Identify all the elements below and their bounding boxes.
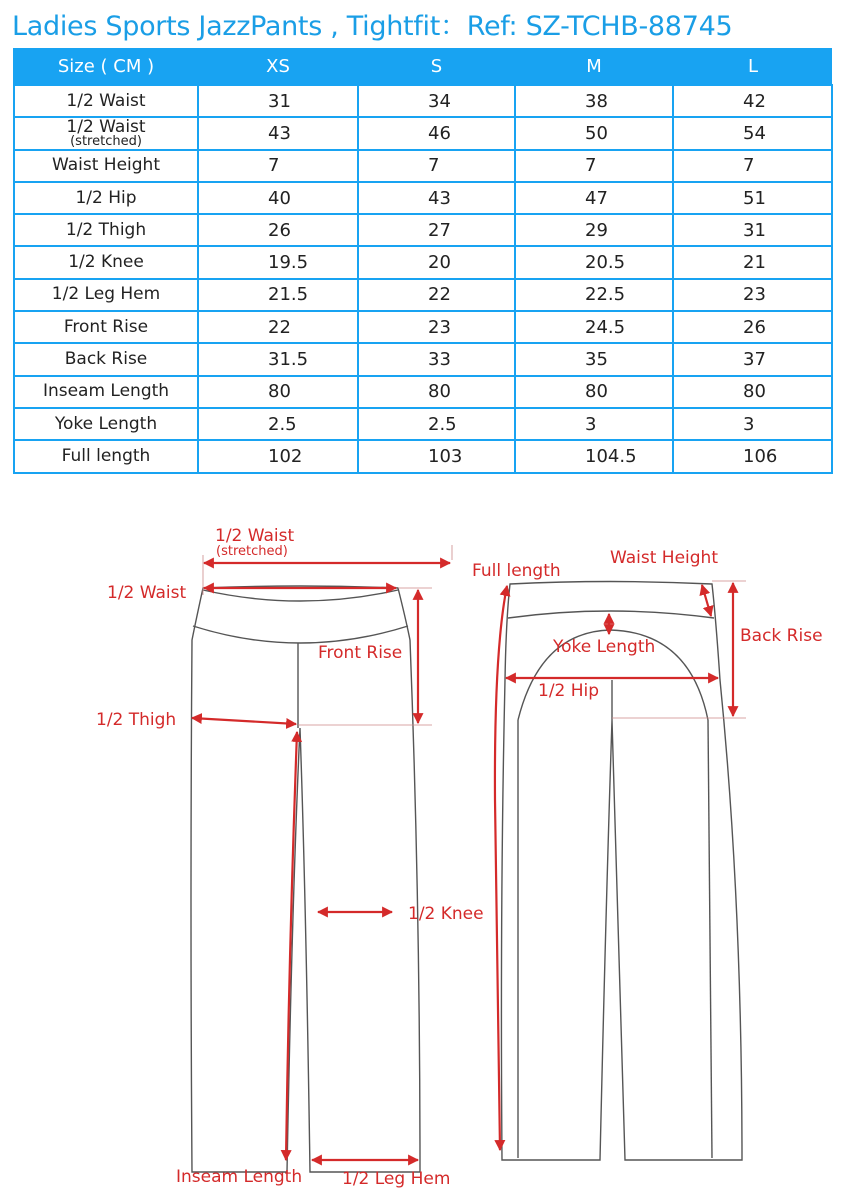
label-thigh: 1/2 Thigh: [96, 710, 177, 730]
cell-value: 51: [673, 182, 832, 214]
row-label-text: Yoke Length: [54, 413, 158, 434]
cell-value: 80: [673, 376, 832, 408]
cell-value: 2.5: [358, 408, 515, 440]
cell-value: 47: [515, 182, 673, 214]
row-label-text: 1/2 Waist: [66, 117, 146, 138]
cell-value: 103: [358, 440, 515, 472]
cell-value: 80: [358, 376, 515, 408]
cell-value: 7: [515, 150, 673, 182]
cell-value: 43: [358, 182, 515, 214]
cell-value: 40: [198, 182, 358, 214]
label-hip: 1/2 Hip: [538, 681, 600, 701]
cell-value: 26: [198, 214, 358, 246]
label-leg-hem: 1/2 Leg Hem: [342, 1169, 451, 1188]
cell-value: 31.5: [198, 343, 358, 375]
cell-value: 24.5: [515, 311, 673, 343]
header-size-s: S: [358, 48, 515, 85]
label-yoke-length: Yoke Length: [553, 637, 656, 657]
cell-value: 22: [358, 279, 515, 311]
row-label-text: Waist Height: [52, 155, 160, 176]
row-label-text: Inseam Length: [42, 381, 170, 402]
cell-value: 80: [198, 376, 358, 408]
label-stretched: (stretched): [216, 544, 288, 559]
front-view-pants: [191, 586, 420, 1172]
cell-value: 38: [515, 85, 673, 117]
label-waist-stretched: 1/2 Waist: [215, 526, 295, 546]
cell-value: 42: [673, 85, 832, 117]
label-inseam: Inseam Length: [176, 1167, 303, 1187]
header-size-m: M: [515, 48, 673, 85]
row-label-text: Front Rise: [63, 316, 149, 337]
cell-value: 31: [673, 214, 832, 246]
label-full-length: Full length: [472, 561, 561, 581]
row-label-text: 1/2 Knee: [68, 252, 144, 273]
cell-value: 22: [198, 311, 358, 343]
label-waist: 1/2 Waist: [107, 583, 187, 603]
cell-value: 37: [673, 343, 832, 375]
cell-value: 3: [515, 408, 673, 440]
cell-value: 23: [673, 279, 832, 311]
cell-value: 20: [358, 246, 515, 278]
cell-value: 34: [358, 85, 515, 117]
row-label-text: 1/2 Waist: [66, 90, 146, 111]
cell-value: 19.5: [198, 246, 358, 278]
cell-value: 46: [358, 117, 515, 149]
header-size: Size ( CM ): [14, 48, 198, 85]
cell-value: 2.5: [198, 408, 358, 440]
cell-value: 20.5: [515, 246, 673, 278]
row-label-text: 1/2 Thigh: [65, 219, 147, 240]
cell-value: 35: [515, 343, 673, 375]
cell-value: 27: [358, 214, 515, 246]
row-label-text: 1/2 Hip: [75, 187, 137, 208]
cell-value: 104.5: [515, 440, 673, 472]
header-size-xs: XS: [198, 48, 358, 85]
cell-value: 106: [673, 440, 832, 472]
cell-value: 7: [358, 150, 515, 182]
cell-value: 23: [358, 311, 515, 343]
label-waist-height: Waist Height: [610, 548, 718, 568]
waist-height-dimension: [702, 585, 711, 616]
cell-value: 31: [198, 85, 358, 117]
cell-value: 80: [515, 376, 673, 408]
cell-value: 3: [673, 408, 832, 440]
cell-value: 102: [198, 440, 358, 472]
cell-value: 22.5: [515, 279, 673, 311]
cell-value: 21.5: [198, 279, 358, 311]
cell-value: 29: [515, 214, 673, 246]
cell-value: 7: [198, 150, 358, 182]
cell-value: 33: [358, 343, 515, 375]
row-label-text: Back Rise: [64, 349, 148, 370]
cell-value: 7: [673, 150, 832, 182]
row-label-text: Full length: [61, 445, 151, 466]
page-title: Ladies Sports JazzPants , Tightfit：Ref: SZ-TCHB-88745: [12, 11, 733, 42]
cell-value: 50: [515, 117, 673, 149]
back-view-pants: [501, 582, 742, 1161]
cell-value: 26: [673, 311, 832, 343]
label-back-rise: Back Rise: [740, 626, 823, 646]
cell-value: 21: [673, 246, 832, 278]
row-label-text: 1/2 Leg Hem: [51, 284, 161, 305]
cell-value: 43: [198, 117, 358, 149]
header-size-l: L: [673, 48, 832, 85]
cell-value: 54: [673, 117, 832, 149]
thigh-dimension: [192, 718, 296, 724]
label-front-rise: Front Rise: [318, 643, 403, 663]
row-label-sub: (stretched): [70, 134, 142, 150]
label-knee: 1/2 Knee: [408, 904, 484, 924]
